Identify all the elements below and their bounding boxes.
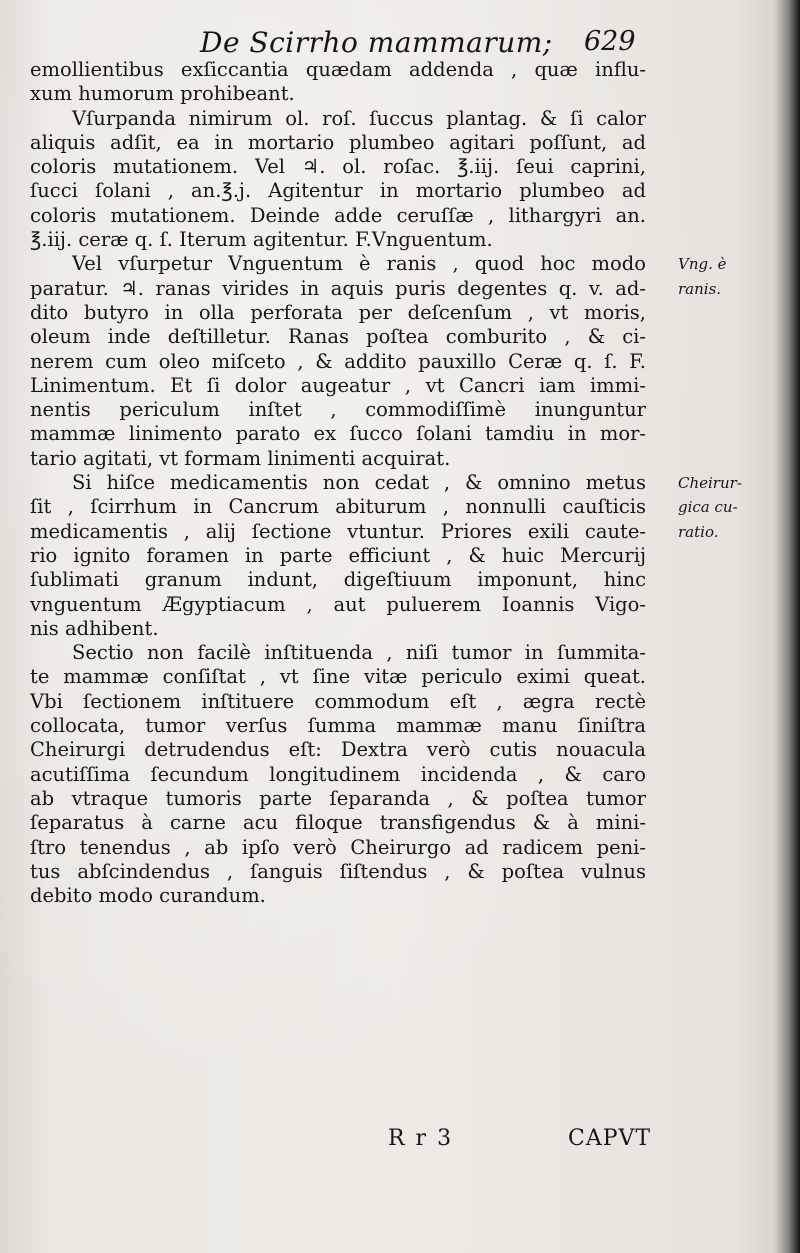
text-line: nerem cum oleo miſceto , & addito pauxillo Ceræ q. ſ. F. — [30, 349, 646, 373]
text-line: collocata, tumor verſus ſumma mammæ manu ſiniſtra — [30, 714, 646, 738]
text-line: nentis periculum inſtet , commodiſſimè inunguntur — [30, 398, 646, 422]
body-text — [30, 58, 742, 908]
binding-shadow — [774, 0, 800, 1253]
text-line: oleum inde deſtilletur. Ranas poſtea comburito , & ci- — [30, 325, 646, 349]
text-line: ſtro tenendus , ab ipſo verò Cheirurgo ad radicem peni- — [30, 835, 646, 859]
text-line: dito butyro in olla perforata per deſcenſum , vt moris, — [30, 300, 646, 324]
text-line: ſit , ſcirrhum in Cancrum abiturum , nonnulli cauſticis — [30, 495, 646, 519]
text-line: Sectio non facilè inſtituenda , niſi tumor in ſummita- — [72, 641, 646, 665]
text-line: coloris mutationem. Vel ♃. ol. roſac. ℥.iij. ſeui caprini, — [30, 155, 646, 179]
text-line: tario agitati, vt formam linimenti acquirat. — [30, 446, 451, 470]
text-line: xum humorum prohibeant. — [30, 82, 295, 106]
page-header — [0, 22, 800, 62]
text-line: Vſurpanda nimirum ol. roſ. ſuccus plantag. & ſi calor — [72, 106, 646, 130]
catchword: CAPVT — [568, 1126, 652, 1151]
text-line: tus abſcindendus , ſanguis ſiſtendus , & poſtea vulnus — [30, 859, 646, 883]
text-line: medicamentis , alij ſectione vtuntur. Priores exili caute- — [30, 519, 646, 543]
text-line: coloris mutationem. Deinde adde ceruſſæ , lithargyri an. — [30, 203, 646, 227]
margin-note: Vng. è — [678, 255, 727, 274]
margin-note: gica cu- — [678, 498, 738, 517]
page-number: 629 — [584, 26, 636, 57]
running-head: De Scirrho mammarum; — [200, 26, 553, 59]
text-line: paratur. ♃. ranas virides in aquis puris degentes q. v. ad- — [30, 276, 646, 300]
text-line: ab vtraque tumoris parte ſeparanda , & poſtea tumor — [30, 786, 646, 810]
margin-note: Cheirur- — [678, 474, 742, 493]
text-line: ſublimati granum indunt, digeſtiuum imponunt, hinc — [30, 568, 646, 592]
text-line: debito modo curandum. — [30, 884, 266, 908]
text-line: Vel vſurpetur Vnguentum è ranis , quod hoc modo — [72, 252, 646, 276]
margin-note: ratio. — [678, 522, 719, 541]
text-line: Linimentum. Et ſi dolor augeatur , vt Cancri iam immi- — [30, 373, 646, 397]
text-line: ſeparatus à carne acu filoque transfigendus & à mini- — [30, 811, 646, 835]
text-line: mammæ linimento parato ex ſucco ſolani tamdiu in mor- — [30, 422, 646, 446]
text-line: vnguentum Ægyptiacum , aut puluerem Ioannis Vigo- — [30, 592, 646, 616]
text-line: Vbi ſectionem inſtituere commodum eſt , ægra rectè — [30, 689, 646, 713]
text-line: te mammæ conſiſtat , vt ſine vitæ periculo eximi queat. — [30, 665, 646, 689]
text-line: rio ignito foramen in parte efficiunt , & huic Mercurij — [30, 543, 646, 567]
margin-note: ranis. — [678, 279, 722, 298]
text-line: ſucci ſolani , an.℥.j. Agitentur in mortario plumbeo ad — [30, 179, 646, 203]
text-line: aliquis adſit, ea in mortario plumbeo agitari poſſunt, ad — [30, 130, 646, 154]
text-line: nis adhibent. — [30, 616, 159, 640]
signature-mark: R r 3 — [388, 1126, 454, 1151]
text-line: emollientibus exſiccantia quædam addenda , quæ influ- — [30, 58, 646, 81]
text-line: Si hiſce medicamentis non cedat , & omnino metus — [72, 471, 646, 495]
text-line: ℥.iij. ceræ q. ſ. Iterum agitentur. F.Vnguentum. — [30, 228, 493, 252]
text-line: acutiſſima ſecundum longitudinem incidenda , & caro — [30, 762, 646, 786]
page-footer — [0, 1122, 800, 1162]
text-line: Cheirurgi detrudendus eſt: Dextra verò cutis nouacula — [30, 738, 646, 762]
